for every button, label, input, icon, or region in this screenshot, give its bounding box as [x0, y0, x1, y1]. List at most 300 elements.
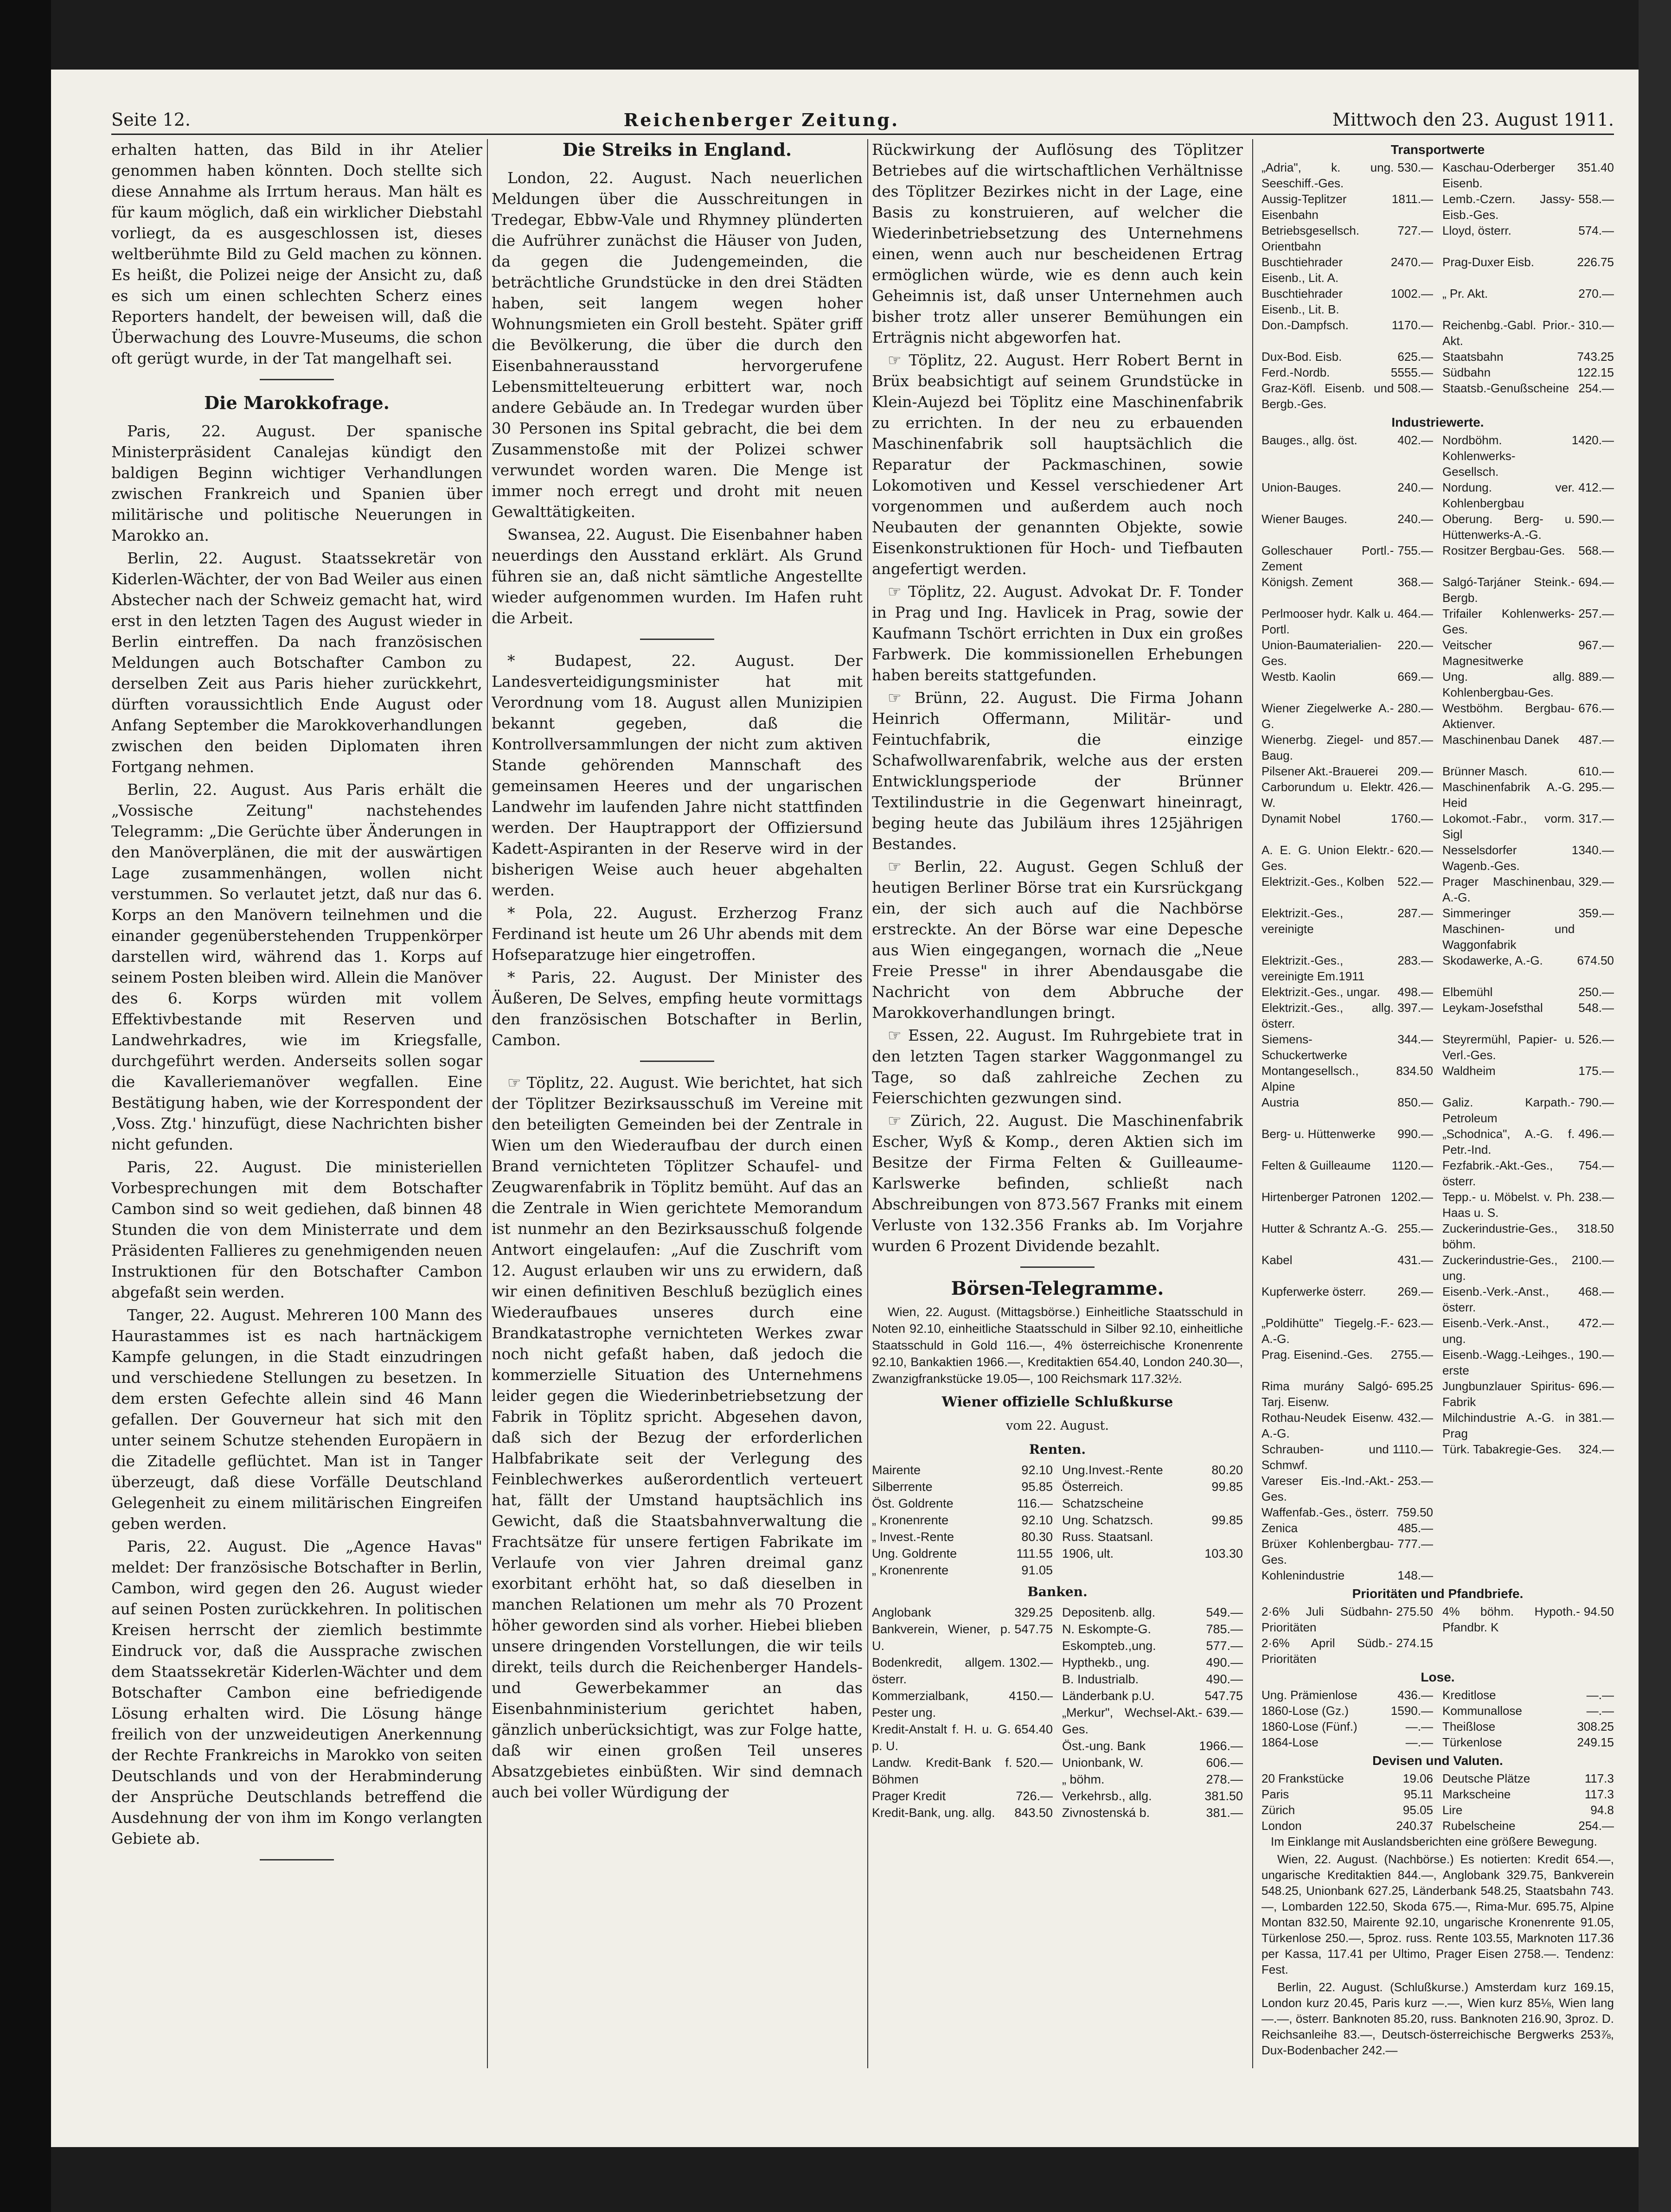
news-item: Paris, 22. August. Der spanische Ministerpräsident Canalejas kündigt den baldigen Beginn wichtiger Verhandlungen zwischen Frankreich und Spanien über militärische und politische Neuerungen in Marokko an. [111, 422, 482, 544]
listing-value: 496.— [1578, 1127, 1614, 1141]
listing-value: 412.— [1578, 480, 1614, 494]
news-item: * Pola, 22. August. Erzherzog Franz Ferdinand ist heute um 26 Uhr abends mit dem Hofseparatzuge hier eingetroffen. [492, 904, 863, 964]
listing-value: 625.— [1397, 350, 1433, 364]
listing-cell [1442, 1703, 1614, 1719]
listing-value: 397.— [1397, 1001, 1433, 1015]
listing-row [1261, 254, 1614, 286]
listing-cell [1442, 1410, 1614, 1441]
listing-row [1261, 1719, 1614, 1734]
listing-value: 1120.— [1391, 1158, 1433, 1172]
listing-cell [1442, 380, 1614, 412]
listing-row [872, 1804, 1053, 1821]
listing-name: Türkenlose [1442, 1735, 1502, 1749]
listing-name: Buschtiehrader Eisenb., Lit. A. [1261, 255, 1343, 285]
listing-name: Länderbank p.U. [1062, 1689, 1155, 1703]
listing-name: Hirtenberger Patronen [1261, 1190, 1381, 1204]
listing-row [1261, 874, 1614, 905]
listing-cell [1261, 1157, 1433, 1189]
listing-name: Salgó-Tarjáner Steink.-Bergb. [1442, 575, 1575, 605]
listing-name: Depositenb. allg. [1062, 1605, 1156, 1619]
listing-row [872, 1721, 1053, 1754]
news-item: ☞ Töplitz, 22. August. Wie berichtet, hat sich der Töplitzer Bezirksausschuß im Vereine mit den beteiligten Gemeinden bei der Zentrale in Wien um den Wiederaufbau der durch einen Brand vernichteten Töplitzer Schaufel- und Zeugwarenfabrik in Töplitz bemüht. Auf das an die Zentrale in Wien gerichtete Memorandum ist nunmehr an den Bezirksausschuß folgende Antwort eingelaufen: „Auf die Zuschrift vom 12. August erlauben wir uns zu erwidern, daß wir einen definitiven Beschluß bezüglich eines Wiederaufbaues unseres durch eine Brandkatastrophe vernichteten Werkes zwar noch nicht gefaßt haben, daß jedoch die kommerzielle Situation des Unternehmens leider gegen die Wiederinbetriebsetzung der Fabrik in Töplitz spricht. Abgesehen davon, daß sich der Bezug der erforderlichen Halbfabrikate seit der Verlegung des Feinblechwerkes außerordentlich verteuert hat, fällt der Umstand hauptsächlich ins Gewicht, daß die Staatsbahnverwaltung die Frachtsätze für unsere fertigen Fabrikate im Verlaufe von vier Jahren dreimal ganz exorbitant erhöht hat, so daß dieselben in manchen Relationen um mehr als 70 Prozent höher geworden sind als vorher. Hiebei blieben unsere dringenden Vorstellungen, die wir teils direkt, teils durch die Reichenberger Handels- und Gewerbekammer an das Eisenbahnministerium gerichtet haben, gänzlich unberücksichtigt, was zur Folge hatte, daß wir einen großen Teil unseres Absatzgebietes einbüßten. Wir sind demnach auch bei voller Würdigung der [492, 1074, 863, 1801]
listing-value: 669.— [1397, 670, 1433, 684]
listing-row [1261, 1567, 1614, 1583]
listing-value: 381.— [1578, 1411, 1614, 1425]
news-item: ☞ Töplitz, 22. August. Advokat Dr. F. Tonder in Prag und Ing. Havlicek in Prag, sowie der Kaufmann Tschört errichten in Dux ein großes Farbwerk. Die kommissionellen Erhebungen haben bereits stattgefunden. [872, 582, 1243, 684]
listing-row [1062, 1804, 1243, 1821]
listing-cell [1261, 349, 1433, 364]
column-2 [492, 139, 863, 2068]
section-title: Prioritäten und Pfandbriefe. [1352, 1586, 1524, 1601]
listing-value: 654.40 [1014, 1722, 1053, 1736]
separator-rule [1020, 1266, 1095, 1268]
listing-name: Dynamit Nobel [1261, 812, 1341, 825]
listing-name: Tepp.- u. Möbelst. v. Ph. Haas u. S. [1442, 1190, 1575, 1220]
listing-value: 344.— [1397, 1032, 1433, 1046]
listing-row [872, 1478, 1053, 1495]
section-title: Lose. [1421, 1670, 1455, 1684]
listing-row [872, 1528, 1053, 1545]
listing-cell [1442, 842, 1614, 874]
listing-cell [1261, 1378, 1433, 1410]
listing-name: Prager Maschinenbau, A.-G. [1442, 875, 1575, 904]
listing-name: Eisenb.-Verk.-Anst., ung. [1442, 1316, 1549, 1346]
listing-value: 696.— [1578, 1379, 1614, 1393]
listing-cell [1261, 732, 1433, 763]
listing-value: —.— [1405, 1720, 1433, 1733]
listing-name: Österreich. Schatzscheine [1062, 1480, 1144, 1510]
listing-cell [1442, 1802, 1614, 1818]
listing-cell [1261, 511, 1433, 543]
listing-cell [1442, 763, 1614, 779]
listing-cell [1261, 223, 1433, 254]
listing-name: Union-Bauges. [1261, 480, 1341, 494]
listing-value: 94.8 [1590, 1803, 1614, 1817]
listing-name: London [1261, 1819, 1302, 1833]
listing-name: Wiener Bauges. [1261, 512, 1347, 526]
listing-row [1261, 1520, 1614, 1536]
listing-cell [1442, 637, 1614, 669]
listing-cell [1442, 191, 1614, 223]
listing-name: 1860-Lose (Gz.) [1261, 1704, 1349, 1718]
listing-cell [1261, 763, 1433, 779]
listing-value: 468.— [1578, 1285, 1614, 1298]
listing-value: 530.— [1397, 160, 1433, 174]
lose-table [1261, 1687, 1614, 1750]
listing-value: 381.— [1206, 1806, 1243, 1820]
listing-name: Kupferwerke österr. [1261, 1285, 1366, 1298]
listing-value: 639.— [1206, 1706, 1243, 1720]
listing-row [1261, 1000, 1614, 1031]
news-item: Berlin, 22. August. Staatssekretär von Kiderlen-Wächter, der von Bad Weiler aus einen Abstecher nach der Schweiz gemacht hat, wird erst in den letzten Tagen des August wieder in Berlin eintreffen. Da nach französischen Meldungen auch Botschafter Cambon zu derselben Zeit aus Paris hieher zurückkehrt, dürften voraussichtlich Ende August oder Anfang September die Marokkoverhandlungen zwischen den beiden Diplomaten ihren Fortgang nehmen. [111, 549, 482, 776]
listing-value: 103.30 [1204, 1547, 1243, 1560]
listing-cell [1442, 1536, 1614, 1567]
listing-name: Jungbunzlauer Spiritus-Fabrik [1442, 1379, 1575, 1409]
listing-cell [1261, 1604, 1433, 1635]
listing-value: 190.— [1578, 1348, 1614, 1362]
news-item: ☞ Töplitz, 22. August. Herr Robert Bernt in Brüx beabsichtigt auf seinem Grundstücke in Klein-Aujezd bei Töplitz eine Maschinenfabrik zu errichten. In der neu zu erbauenden Maschinenfabrik soll hauptsächlich die Reparatur der Packmaschinen, sowie Lokomotiven und Kessel verschiedener Art vorgenommen und außerdem auch noch Neubauten der genannten Objekte, sowie Eisenkonstruktionen für Hoch- und Tiefbauten angefertigt werden. [872, 351, 1243, 578]
listing-value: 850.— [1397, 1095, 1433, 1109]
listing-row [1261, 732, 1614, 763]
listing-cell [1261, 984, 1433, 1000]
listing-row [872, 1788, 1053, 1804]
listing-name: Eskompteb.,ung. [1062, 1639, 1156, 1653]
listing-value: 317.— [1578, 812, 1614, 825]
listing-row [1261, 1378, 1614, 1410]
listing-name: Maschinenbau Danek [1442, 733, 1559, 747]
listing-cell [1261, 1126, 1433, 1157]
article-continuation: erhalten hatten, das Bild in ihr Atelier genommen haben könnten. Doch stellte sich diese Annahme als Irrtum heraus. Man hält es für kaum möglich, daß ein wirklicher Diebstahl vorliegt, da es ausgeschlossen ist, dieses weltberühmte Bild zu Geld machen zu können. Es heißt, die Polizei neige der Ansicht zu, daß es sich um einen schlechten Scherz eines Reporters handelt, der beweisen will, daß die Überwachung des Louvre-Museums, die schon oft gerügt wurde, in der Tat mangelhaft sei. [111, 141, 482, 367]
listing-row [1261, 637, 1614, 669]
listing-row [1261, 1347, 1614, 1378]
listing-cell [1261, 1687, 1433, 1703]
listing-row [1261, 1818, 1614, 1834]
listing-name: Golleschauer Portl.-Zement [1261, 543, 1394, 573]
listing-cell [1442, 1635, 1614, 1667]
listing-cell [1261, 637, 1433, 669]
listing-cell [1261, 286, 1433, 317]
listing-name: Fezfabrik.-Akt.-Ges., österr. [1442, 1158, 1553, 1188]
listing-name: Pilsener Akt.-Brauerei [1261, 764, 1378, 778]
listing-value: 95.85 [1021, 1480, 1053, 1494]
listing-name: Felten & Guilleaume [1261, 1158, 1371, 1172]
listing-value: 485.— [1397, 1521, 1433, 1535]
listing-name: Lire [1442, 1803, 1463, 1817]
listing-cell [1442, 1520, 1614, 1536]
listing-row [1261, 1734, 1614, 1750]
stock-telegram-text: Wien, 22. August. (Mittagsbörse.) Einheitliche Staatsschuld in Noten 92.10, einheitliche Staatsschuld in Silber 92.10, einheitliche Staatsschuld in Gold 116.—, 4% österreichische Kronenrente 92.10, Bankaktien 1966.—, Kreditaktien 654.40, London 240.30—, Zwanzigfrankstücke 19.05—, 100 Reichsmark 117.32½. [872, 1305, 1243, 1386]
listing-name: Mairente [872, 1463, 921, 1477]
listing-row [1261, 543, 1614, 574]
listing-name: Nordung. ver. Kohlenbergbau [1442, 480, 1575, 510]
listing-cell [1261, 1786, 1433, 1802]
listing-value: 547.75 [1204, 1689, 1243, 1703]
listing-cell [1261, 1771, 1433, 1786]
listing-cell [1261, 191, 1433, 223]
listing-name: Steyrermühl, Papier- u. Verl.-Ges. [1442, 1032, 1575, 1062]
listing-name: Leykam-Josefsthal [1442, 1001, 1543, 1015]
listing-value: —.— [1405, 1735, 1433, 1749]
listing-name: „ Kronenrente [872, 1563, 949, 1577]
listing-cell [1442, 1031, 1614, 1063]
listing-name: Waldheim [1442, 1064, 1496, 1078]
listing-name: Staatsbahn [1442, 350, 1504, 364]
listing-value: 209.— [1397, 764, 1433, 778]
listing-row [1261, 1771, 1614, 1786]
listing-row [1261, 1157, 1614, 1189]
listing-name: Zuckerindustrie-Ges., böhm. [1442, 1221, 1558, 1251]
listing-value: 117.3 [1584, 1771, 1614, 1785]
listing-cell [1261, 1252, 1433, 1284]
listing-name: Kohlenindustrie [1261, 1568, 1345, 1582]
listing-cell [1261, 364, 1433, 380]
listing-cell [1442, 1126, 1614, 1157]
listing-value: 94.50 [1583, 1605, 1614, 1618]
listing-cell [1261, 1567, 1433, 1583]
listing-value: 548.— [1578, 1001, 1614, 1015]
listing-value: 834.50 [1396, 1064, 1433, 1078]
listing-value: 498.— [1397, 985, 1433, 999]
listing-name: „ böhm. [1062, 1772, 1105, 1786]
listing-cell [1261, 1441, 1433, 1473]
listing-cell [1442, 1347, 1614, 1378]
listing-cell [1442, 1734, 1614, 1750]
listing-name: Berg- u. Hüttenwerke [1261, 1127, 1376, 1141]
listing-cell [1261, 543, 1433, 574]
listing-name: Veitscher Magnesitwerke [1442, 638, 1524, 668]
section-title: Industriewerte. [1391, 415, 1484, 429]
renten-right [1062, 1462, 1243, 1579]
listing-value: 1302.— [1009, 1656, 1053, 1669]
listing-cell [1442, 1284, 1614, 1315]
listing-value: —.— [1586, 1704, 1614, 1718]
listing-value: 257.— [1578, 607, 1614, 620]
listing-row [1261, 349, 1614, 364]
listing-cell [1442, 286, 1614, 317]
separator-rule [260, 379, 334, 380]
listing-row [1261, 1031, 1614, 1063]
article-title: Die Marokkofrage. [204, 392, 390, 413]
listing-row [1261, 1687, 1614, 1703]
listing-value: 568.— [1578, 543, 1614, 557]
listing-cell [1442, 1567, 1614, 1583]
listing-value: 295.— [1578, 780, 1614, 794]
listing-cell [1261, 700, 1433, 732]
listing-name: Zürich [1261, 1803, 1295, 1817]
listing-name: Buschtiehrader Eisenb., Lit. B. [1261, 287, 1343, 316]
listing-cell [1442, 1221, 1614, 1252]
listing-value: 490.— [1206, 1672, 1243, 1686]
news-item: Paris, 22. August. Die „Agence Havas" meldet: Der französische Botschafter in Berlin, Cambon, wird gegen den 26. August wieder auf seinen Posten zurückkehren. In politischen Kreisen herrscht der ziemlich bestimmte Eindruck vor, daß die Aussprache zwischen dem Staatssekretär Kiderlen-Wächter und dem Botschafter Cambon eine befriedigende Lösung erhalten wird. Die Lösung hänge freilich von der unzweideutigen Anerkennung der Rechte Frankreichs in Marokko von seiten Deutschlands und von der Herabminderung der Ansprüche Deutschlands betreffend die Ausdehnung der von ihm im Kongo verlangten Gebiete ab. [111, 1537, 482, 1848]
listing-name: Rima murány Salgó-Tarj. Eisenw. [1261, 1379, 1393, 1409]
listing-name: Austria [1261, 1095, 1299, 1109]
listing-name: Landw. Kredit-Bank f. Böhmen [872, 1756, 1012, 1786]
listing-row [1261, 811, 1614, 842]
separator-rule [640, 1061, 714, 1062]
listing-value: 743.25 [1577, 350, 1614, 364]
prior-table [1261, 1604, 1614, 1667]
news-item: Rückwirkung der Auflösung des Töplitzer Betriebes auf die wirtschaftlichen Verhältnisse des Töplitzer Bezirkes nicht in der Lage, eine Basis zu konstruieren, auf welcher die Wiederinbetriebsetzung des Unternehmens einen, wenn auch nur bescheidenen Ertrag ermöglichen würde, wie es denn auch kein Geheimnis ist, daß unser Unternehmen auch bisher trotz aller unserer Bemühungen ein Erträgnis nicht abgeworfen hat. [872, 141, 1243, 346]
listing-cell [1261, 779, 1433, 811]
listing-value: 487.— [1578, 733, 1614, 747]
listing-cell [1442, 1473, 1614, 1504]
listing-value: 220.— [1397, 638, 1433, 652]
listing-name: 2·6% Juli Südbahn-Prioritäten [1261, 1605, 1393, 1634]
listing-row [1261, 700, 1614, 732]
listing-name: Graz-Köfl. Eisenb. und Bergb.-Ges. [1261, 381, 1394, 411]
listing-name: Prag. Eisenind.-Ges. [1261, 1348, 1373, 1362]
listing-name: Westböhm. Bergbau-Aktienver. [1442, 701, 1575, 731]
listing-row [1261, 1410, 1614, 1441]
listing-cell [1442, 1441, 1614, 1473]
listing-cell [1442, 1771, 1614, 1786]
listing-value: 240.— [1397, 480, 1433, 494]
listing-cell [1261, 1347, 1433, 1378]
listing-row [1261, 984, 1614, 1000]
listing-value: 889.— [1578, 670, 1614, 684]
listing-cell [1442, 223, 1614, 254]
listing-value: 577.— [1206, 1639, 1243, 1653]
listing-cell [1261, 1000, 1433, 1031]
listing-cell [1261, 1031, 1433, 1063]
listing-value: 269.— [1397, 1285, 1433, 1298]
column-1 [111, 139, 482, 2068]
listing-value: 238.— [1578, 1190, 1614, 1204]
listing-value: 1202.— [1390, 1190, 1433, 1204]
listing-value: 606.— [1206, 1756, 1243, 1770]
section-title: Banken. [1027, 1584, 1088, 1599]
listing-row [1062, 1545, 1243, 1562]
listing-row [1261, 1604, 1614, 1635]
listing-name: „ Invest.-Rente [872, 1530, 954, 1544]
listing-row [1062, 1637, 1243, 1654]
listing-value: 755.— [1397, 543, 1433, 557]
listing-name: Verkehrsb., allg. [1062, 1789, 1152, 1803]
listing-name: Bodenkredit, allgem. österr. [872, 1656, 1005, 1686]
official-rates-title: Wiener offizielle Schlußkurse [941, 1394, 1173, 1410]
listing-row [1261, 511, 1614, 543]
listing-value: 549.— [1206, 1605, 1243, 1619]
listing-name: Westb. Kaolin [1261, 670, 1336, 684]
listing-name: „Poldihütte" Tiegelg.-F.-A.-G. [1261, 1316, 1394, 1346]
listing-name: Brüxer Kohlenbergbau-Ges. [1261, 1537, 1394, 1566]
listing-row [1261, 953, 1614, 984]
listing-cell [1261, 1703, 1433, 1719]
section-title: Devisen und Valuten. [1372, 1753, 1503, 1768]
listing-cell [1261, 574, 1433, 606]
section-title: Transportwerte [1390, 142, 1485, 157]
listing-name: Zivnostenská b. [1062, 1806, 1150, 1820]
listing-cell [1442, 1378, 1614, 1410]
listing-cell [1442, 984, 1614, 1000]
listing-value: 329.— [1578, 875, 1614, 889]
listing-value: 426.— [1397, 780, 1433, 794]
listing-value: 351.40 [1577, 160, 1614, 174]
listing-row [1261, 574, 1614, 606]
listing-name: Maschinenfabrik A.-G. Heid [1442, 780, 1575, 810]
listing-row [872, 1604, 1053, 1621]
listing-name: Elektrizit.-Ges., vereinigte [1261, 906, 1344, 936]
listing-row [1062, 1654, 1243, 1671]
listing-cell [1442, 669, 1614, 700]
listing-name: Perlmooser hydr. Kalk u. Portl. [1261, 607, 1394, 636]
listing-name: „ Pr. Akt. [1442, 287, 1488, 300]
listing-cell [1261, 1536, 1433, 1567]
news-item: Tanger, 22. August. Mehreren 100 Mann des Haurastammes ist es nach hartnäckigem Kampfe gelungen, in die Stadt einzudringen und verschiedene Stellungen zu besetzen. In dem ersten Gefechte allein sind 46 Mann gefallen. Der Gouverneur hat sich mit den unter seinem Schutze stehenden Europäern in die Zitadelle geflüchtet. Man ist in Tanger überzeugt, daß diese Vorfälle Deutschland Gelegenheit zu einem militärischen Eingreifen geben werden. [111, 1306, 482, 1533]
listing-row [1261, 286, 1614, 317]
listing-name: A. E. G. Union Elektr.-Ges. [1261, 843, 1394, 873]
listing-name: Union-Baumaterialien-Ges. [1261, 638, 1382, 668]
column-divider [867, 139, 868, 2068]
listing-value: 287.— [1397, 906, 1433, 920]
listing-row [872, 1545, 1053, 1562]
listing-row [1062, 1478, 1243, 1512]
page-header [111, 106, 1614, 135]
listing-cell [1261, 160, 1433, 191]
listing-row [1261, 606, 1614, 637]
listing-value: 520.— [1016, 1756, 1053, 1770]
listing-value: 727.— [1397, 224, 1433, 237]
listing-row [872, 1462, 1053, 1478]
listing-value: 402.— [1397, 433, 1433, 447]
listing-name: Silberrente [872, 1480, 933, 1494]
listing-value: 91.05 [1021, 1563, 1053, 1577]
listing-cell [1261, 1818, 1433, 1834]
listing-name: Staatsb.-Genußscheine [1442, 381, 1569, 395]
listing-cell [1261, 380, 1433, 412]
listing-value: 278.— [1206, 1772, 1243, 1786]
listing-value: 4150.— [1009, 1689, 1053, 1703]
listing-name: Kreditlose [1442, 1688, 1496, 1702]
listing-row [1261, 479, 1614, 511]
listing-name: Anglobank [872, 1605, 931, 1619]
listing-value: 254.— [1578, 381, 1614, 395]
listing-name: Elektrizit.-Ges., vereinigte Em.1911 [1261, 953, 1365, 983]
listing-name: Rositzer Bergbau-Ges. [1442, 543, 1565, 557]
news-item: ☞ Zürich, 22. August. Die Maschinenfabrik Escher, Wyß & Komp., deren Aktien sich im Besitze der Firma Felten & Guilleaume-Karlswerke befinden, schließt nach Abschreibungen von 873.567 Franks mit einem Verluste von 132.356 Franks ab. Im Vorjahre wurden 6 Prozent Dividende bezahlt. [872, 1112, 1243, 1255]
listing-value: 526.— [1578, 1032, 1614, 1046]
listing-value: 785.— [1206, 1622, 1243, 1636]
listing-name: Vareser Eis.-Ind.-Akt.-Ges. [1261, 1474, 1394, 1503]
news-item: Swansea, 22. August. Die Eisenbahner haben neuerdings den Ausstand erklärt. Als Grund führen sie an, daß nicht sämtliche Angestellte wieder aufgenommen wurden. Im Hafen ruht die Arbeit. [492, 525, 863, 627]
listing-value: 226.75 [1577, 255, 1614, 269]
listing-value: 2470.— [1390, 255, 1433, 269]
listing-cell [1442, 606, 1614, 637]
news-item: Berlin, 22. August. Aus Paris erhält die „Vossische Zeitung" nachstehendes Telegramm: „Die Gerüchte über Änderungen in den Manöverplänen, die mit der auswärtigen Lage zusammenhängen, wollen nicht verstummen. So verlautet jetzt, daß nur das 6. Korps an den Manövern teilnehmen und die einander gegenüberstehenden Truppenkörper darstellen wird, während das 1. Korps auf seinem Posten bleiben wird. Allein die Manöver des 6. Korps würden mit vollem Effektivbestande mit Reserven und Landwehrkadres, wie im Kriegsfalle, durchgeführt werden. Anderseits sollen sogar die Kavalleriemanöver wegfallen. Eine Bestätigung haben, wie der Korrespondent der ‚Voss. Ztg.' hinzufügt, diese Nachrichten bisher nicht gefunden. [111, 780, 482, 1153]
listing-row [1261, 1536, 1614, 1567]
listing-cell [1442, 511, 1614, 543]
listing-name: Eisenb.-Wagg.-Leihges., erste [1442, 1348, 1574, 1377]
listing-name: Russ. Staatsanl. [1062, 1530, 1153, 1544]
listing-row [1062, 1738, 1243, 1754]
listing-name: Kaschau-Oderberger Eisenb. [1442, 160, 1555, 190]
listing-name: Rubelscheine [1442, 1819, 1516, 1833]
listing-value: 5555.— [1390, 365, 1433, 379]
section-title: Renten. [1029, 1442, 1086, 1457]
news-item: ☞ Berlin, 22. August. Gegen Schluß der heutigen Berliner Börse trat ein Kursrückgang ein, der sich auch auf die Nachbörse erstreckte. An der Börse war eine Depesche aus Wien eingegangen, wornach die „Neue Freie Presse" in ihrer Abendausgabe die Nachricht von dem Abbruche der Marokkoverhandlungen bringt. [872, 857, 1243, 1022]
listing-value: 253.— [1397, 1474, 1433, 1488]
listing-name: Aussig-Teplitzer Eisenbahn [1261, 192, 1347, 222]
listing-value: 148.— [1397, 1568, 1433, 1582]
listing-value: 464.— [1397, 607, 1433, 620]
listing-name: Kommerzialbank, Pester ung. [872, 1689, 969, 1720]
listing-cell [1442, 254, 1614, 286]
listing-name: 20 Frankstücke [1261, 1771, 1344, 1785]
listing-cell [1261, 1094, 1433, 1126]
listing-value: 95.11 [1403, 1787, 1433, 1801]
listing-value: 368.— [1397, 575, 1433, 589]
listing-name: Bankverein, Wiener, p. U. [872, 1622, 1011, 1653]
listing-value: 1340.— [1571, 843, 1614, 857]
listing-name: Südbahn [1442, 365, 1491, 379]
listing-cell [1442, 479, 1614, 511]
listing-cell [1261, 1520, 1433, 1536]
after-hours-report: Wien, 22. August. (Nachbörse.) Es notierten: Kredit 654.—, ungarische Kreditaktien 844.—, Anglobank 329.75, Bankverein 548.25, Unionbank 627.25, Länderbank 548.25, Staatsbahn 743.—, Lombarden 122.50, Skoda 675.—, Rima-Mur. 695.75, Alpine Montan 832.50, Mairente 92.10, ungarische Kronenrente 91.05, Türkenlose 250.—, 5proz. russ. Rente 103.55, Marknoten 117.36 per Kassa, 117.41 per Ultimo, Prager Eisen 2758.—. Tendenz: Fest. [1261, 1852, 1614, 1976]
listing-cell [1442, 1094, 1614, 1126]
listing-cell [1261, 1473, 1433, 1504]
listing-name: Kredit-Anstalt f. H. u. G. p. U. [872, 1722, 1011, 1753]
listing-value: 857.— [1397, 733, 1433, 747]
listing-cell [1442, 1818, 1614, 1834]
listing-value: 790.— [1578, 1095, 1614, 1109]
listing-value: 1811.— [1391, 192, 1433, 206]
listing-cell [1261, 1063, 1433, 1094]
listing-cell [1442, 1504, 1614, 1520]
news-item: ☞ Essen, 22. August. Im Ruhrgebiete trat in den letzten Tagen starker Waggonmangel zu Tage, so daß zahlreiche Zechen zu Feierschichten gezwungen sind. [872, 1026, 1243, 1107]
listing-value: 990.— [1397, 1127, 1433, 1141]
listing-value: 1110.— [1392, 1442, 1433, 1456]
listing-cell [1442, 1315, 1614, 1347]
